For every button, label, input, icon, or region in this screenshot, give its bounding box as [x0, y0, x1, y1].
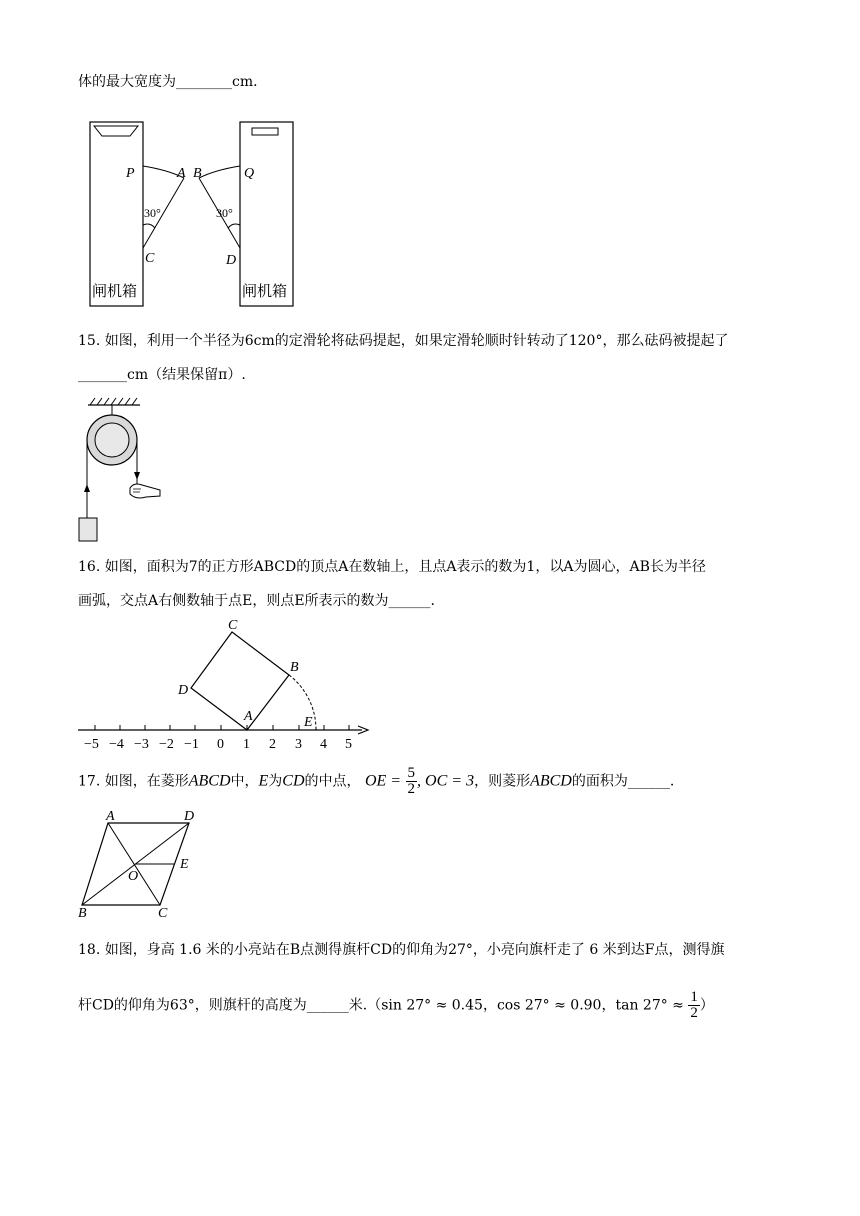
- q16-label-d: D: [178, 683, 189, 698]
- q14-label-q: Q: [244, 166, 255, 181]
- q16-tick-label: −2: [159, 737, 174, 752]
- q17-label-a: A: [106, 809, 115, 824]
- q16-tick-label: −4: [109, 737, 124, 752]
- q14-box-label-left: 闸机箱: [92, 282, 138, 300]
- q18-line2: [78, 990, 714, 1021]
- q18-line1: 18. 如图，身高 1.6 米的小亮站在B点测得旗杆CD的仰角为27°，小亮向旗杆走了 6 米到达F点，测得旗: [78, 942, 725, 958]
- q16-tick-label: −1: [184, 737, 199, 752]
- q16-tick-label: −3: [134, 737, 149, 752]
- q14-label-a: A: [177, 166, 186, 181]
- q18-line2-close: ）: [699, 997, 714, 1014]
- q16-line2: 画弧，交点A右侧数轴于点E，则点E所表示的数为______.: [78, 593, 435, 609]
- q17-label-c: C: [158, 906, 168, 921]
- q16-label-b: B: [290, 660, 299, 675]
- q17-oe: OE =: [364, 772, 402, 790]
- q17-abcd: ABCD: [188, 772, 231, 790]
- q18-frac-den: 2: [690, 1005, 698, 1021]
- q17-label-d: D: [184, 809, 195, 824]
- q17-text-c: 为: [268, 773, 283, 790]
- q17-text-b: 中，: [230, 773, 259, 790]
- q17-label-e: E: [180, 857, 189, 872]
- q14-angle-left: 30°: [144, 206, 161, 220]
- q17-text-d: 的中点，: [304, 773, 361, 790]
- q17-text-e: ，则菱形: [474, 773, 531, 790]
- q17-frac-num: 5: [407, 765, 416, 781]
- q17-oc: , OC = 3: [417, 772, 475, 790]
- q17-abcd2: ABCD: [530, 772, 572, 790]
- q16-line1: 16. 如图，面积为7的正方形ABCD的顶点A在数轴上，且点A表示的数为1，以A为圆心，AB长为半径: [78, 559, 706, 575]
- q14-box-label-right: 闸机箱: [242, 282, 288, 300]
- q18-fraction: [688, 990, 700, 1021]
- q16-tick-label: −5: [84, 737, 99, 752]
- q16-tick-label: 2: [269, 737, 276, 752]
- q17-frac-den: 2: [407, 781, 416, 797]
- q16-tick-label: 1: [243, 737, 250, 752]
- q15-line1: 15. 如图，利用一个半径为6cm的定滑轮将砝码提起，如果定滑轮顺时针转动了120°，那么砝码被提起了: [78, 333, 729, 349]
- q14-angle-right: 30°: [216, 206, 233, 220]
- q17-text-f: 的面积为______.: [571, 773, 675, 790]
- q14-label-d: D: [226, 253, 237, 268]
- q16-label-a: A: [244, 709, 253, 724]
- q16-label-e: E: [304, 715, 313, 730]
- q16-tick-label: 0: [217, 737, 224, 752]
- q16-tick-label: 4: [320, 737, 327, 752]
- q16-tick-label: 3: [295, 737, 302, 752]
- q17-label-o: O: [128, 869, 139, 884]
- q17-e: E: [258, 772, 269, 790]
- q14-label-b: B: [193, 166, 202, 181]
- q16-tick-label: 5: [345, 737, 352, 752]
- q17-label-b: B: [78, 906, 87, 921]
- q14-label-p: P: [126, 166, 135, 181]
- q16-label-c: C: [228, 618, 238, 633]
- q14-label-c: C: [145, 251, 155, 266]
- q14-tail-text: 体的最大宽度为________cm．: [78, 74, 268, 90]
- q17-text-a: 17. 如图，在菱形: [78, 773, 189, 790]
- q18-line2-text: 杆CD的仰角为63°，则旗杆的高度为______米.（sin 27° ≈ 0.45，cos 27° ≈ 0.90，tan 27° ≈: [78, 997, 684, 1014]
- q18-frac-num: 1: [690, 989, 698, 1005]
- q15-line2: _______cm（结果保留π）.: [78, 367, 246, 383]
- q17-cd: CD: [282, 772, 305, 790]
